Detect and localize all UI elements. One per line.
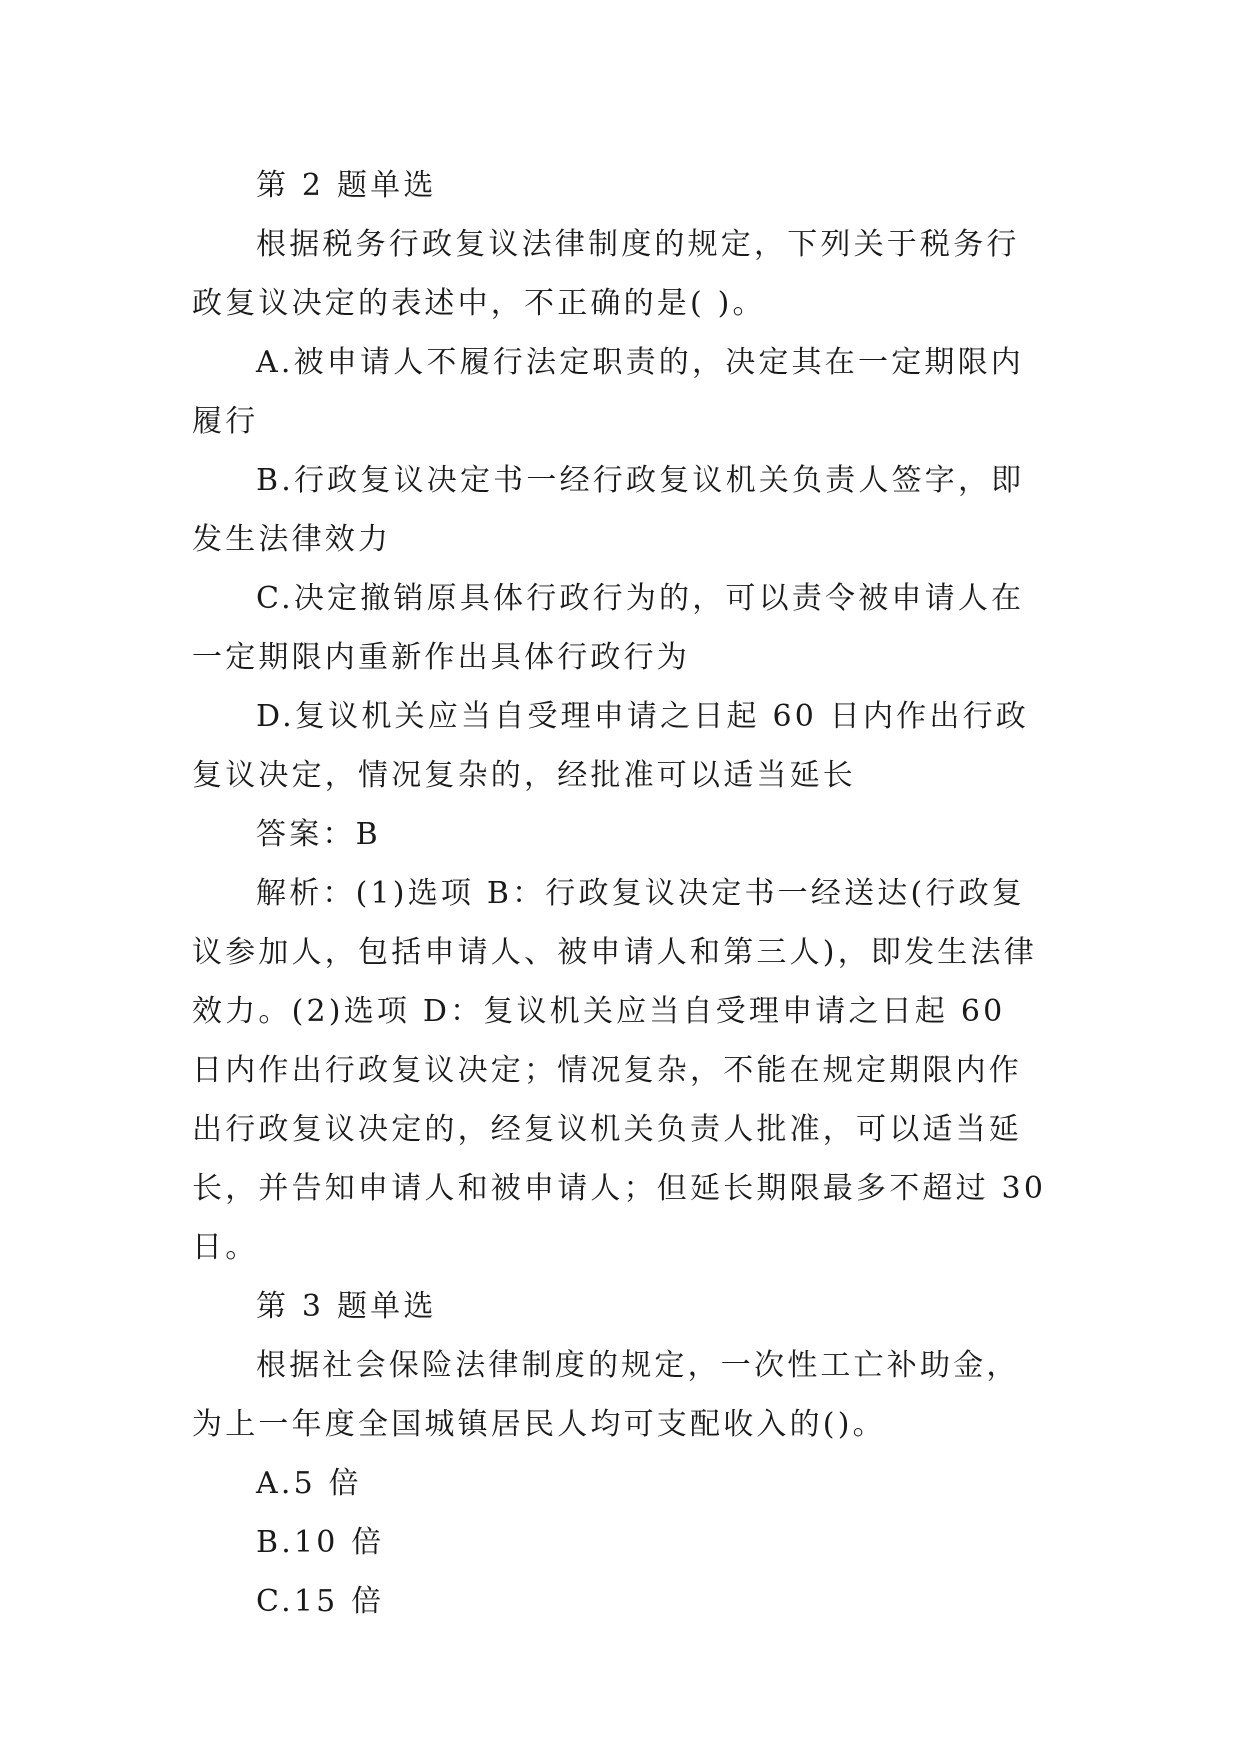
question-3-text: 根据社会保险法律制度的规定，一次性工亡补助金，为上一年度全国城镇居民人均可支配收入的()。 (192, 1348, 1020, 1442)
question-2-option-c: C.决定撤销原具体行政行为的，可以责令被申请人在一定期限内重新作出具体行政行为 (192, 581, 1025, 675)
question-2-option-a: A.被申请人不履行法定职责的，决定其在一定期限内履行 (192, 345, 1025, 439)
question-3-option-c: C.15 倍 (256, 1584, 385, 1619)
question-2-option-b: B.行政复议决定书一经行政复议机关负责人签字，即发生法律效力 (192, 463, 1025, 557)
question-3-option-a: A.5 倍 (256, 1466, 362, 1501)
question-3-header: 第 3 题单选 (256, 1289, 437, 1324)
document-body (192, 156, 1059, 1631)
question-2-analysis: 解析：(1)选项 B：行政复议决定书一经送达(行政复议参加人，包括申请人、被申请人和第三人)，即发生法律效力。(2)选项 D：复议机关应当自受理申请之日起 60 日内作出行政复议决定；情况复杂，不能在规定期限内作出行政复议决定的，经复议机关负责人批准，可以适当延长，并告知申请人和被申请人；但延长期限最多不超过 30 日。 (192, 876, 1059, 1265)
question-2-text: 根据税务行政复议法律制度的规定，下列关于税务行政复议决定的表述中，不正确的是( )。 (192, 227, 1020, 321)
question-2-header: 第 2 题单选 (256, 168, 437, 203)
question-3-option-b: B.10 倍 (256, 1525, 385, 1560)
question-2-option-d: D.复议机关应当自受理申请之日起 60 日内作出行政复议决定，情况复杂的，经批准可以适当延长 (192, 699, 1029, 793)
question-2-answer: 答案：B (256, 817, 381, 852)
